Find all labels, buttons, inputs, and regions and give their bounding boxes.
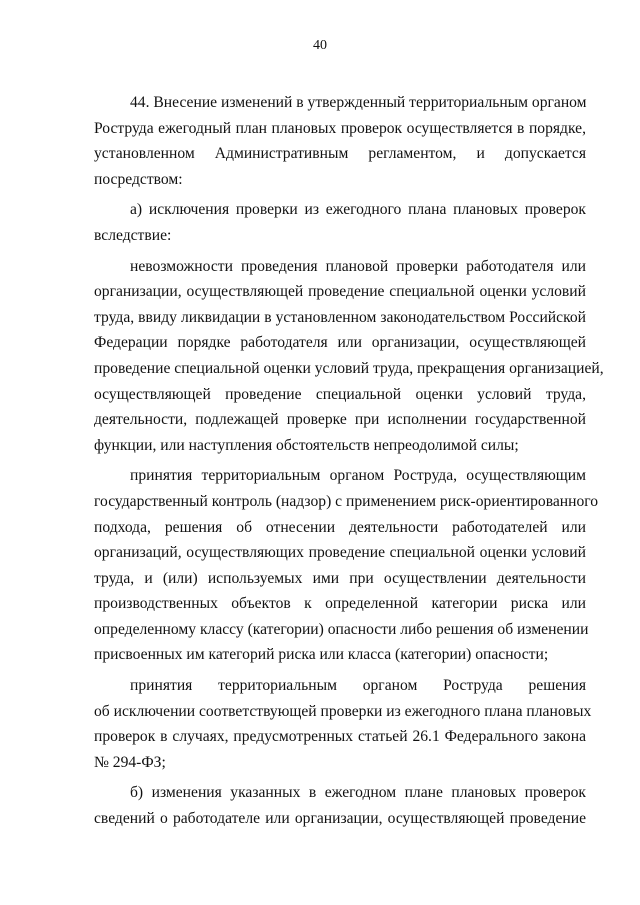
text-line: сведений о работодателе или организации, осуществляющей проведение bbox=[94, 810, 586, 828]
document-body bbox=[94, 90, 604, 832]
text-line: организации, осуществляющей проведение специальной оценки условий bbox=[94, 283, 586, 301]
page-number: 40 bbox=[313, 38, 327, 53]
text-line: об исключении соответствующей проверки из ежегодного плана плановых bbox=[94, 702, 592, 720]
text-line: вследствие: bbox=[94, 226, 172, 244]
text-line: проверок в случаях, предусмотренных статьей 26.1 Федерального закона bbox=[94, 728, 586, 746]
text-line: принятия территориальным органом Роструда, осуществляющим bbox=[130, 467, 586, 485]
text-line: подхода, решения об отнесении деятельности работодателей или bbox=[94, 518, 586, 536]
text-line: № 294-ФЗ; bbox=[94, 753, 166, 771]
text-line: труда, ввиду ликвидации в установленном законодательством Российской bbox=[94, 308, 586, 326]
text-line: определенному классу (категории) опасности либо решения об изменении bbox=[94, 620, 589, 638]
text-line: а) исключения проверки из ежегодного плана плановых проверок bbox=[130, 201, 586, 219]
text-line: б) изменения указанных в ежегодном плане плановых проверок bbox=[130, 784, 586, 802]
text-line: осуществляющей проведение специальной оценки условий труда, bbox=[94, 385, 586, 403]
text-line: Федерации порядке работодателя или организации, осуществляющей bbox=[94, 334, 586, 352]
text-line: труда, и (или) используемых ими при осуществлении деятельности bbox=[94, 569, 586, 587]
text-line: деятельности, подлежащей проверке при исполнении государственной bbox=[94, 411, 586, 429]
text-line: производственных объектов к определенной категории риска или bbox=[94, 595, 586, 613]
text-line: посредством: bbox=[94, 170, 183, 188]
text-line: невозможности проведения плановой проверки работодателя или bbox=[130, 257, 586, 275]
text-line: присвоенных им категорий риска или класса (категории) опасности; bbox=[94, 646, 549, 664]
text-line: 44. Внесение изменений в утвержденный территориальным органом bbox=[130, 94, 587, 111]
text-line: государственный контроль (надзор) с применением риск-ориентированного bbox=[94, 492, 599, 510]
text-line: организаций, осуществляющих проведение специальной оценки условий bbox=[94, 544, 586, 562]
text-line: установленном Административным регламентом, и допускается bbox=[94, 145, 586, 163]
text-line: принятия территориальным органом Роструда решения bbox=[130, 677, 586, 695]
text-line: Роструда ежегодный план плановых проверок осуществляется в порядке, bbox=[94, 119, 586, 137]
text-line: проведение специальной оценки условий труда, прекращения организацией, bbox=[94, 359, 604, 377]
text-line: функции, или наступления обстоятельств непреодолимой силы; bbox=[94, 436, 519, 454]
